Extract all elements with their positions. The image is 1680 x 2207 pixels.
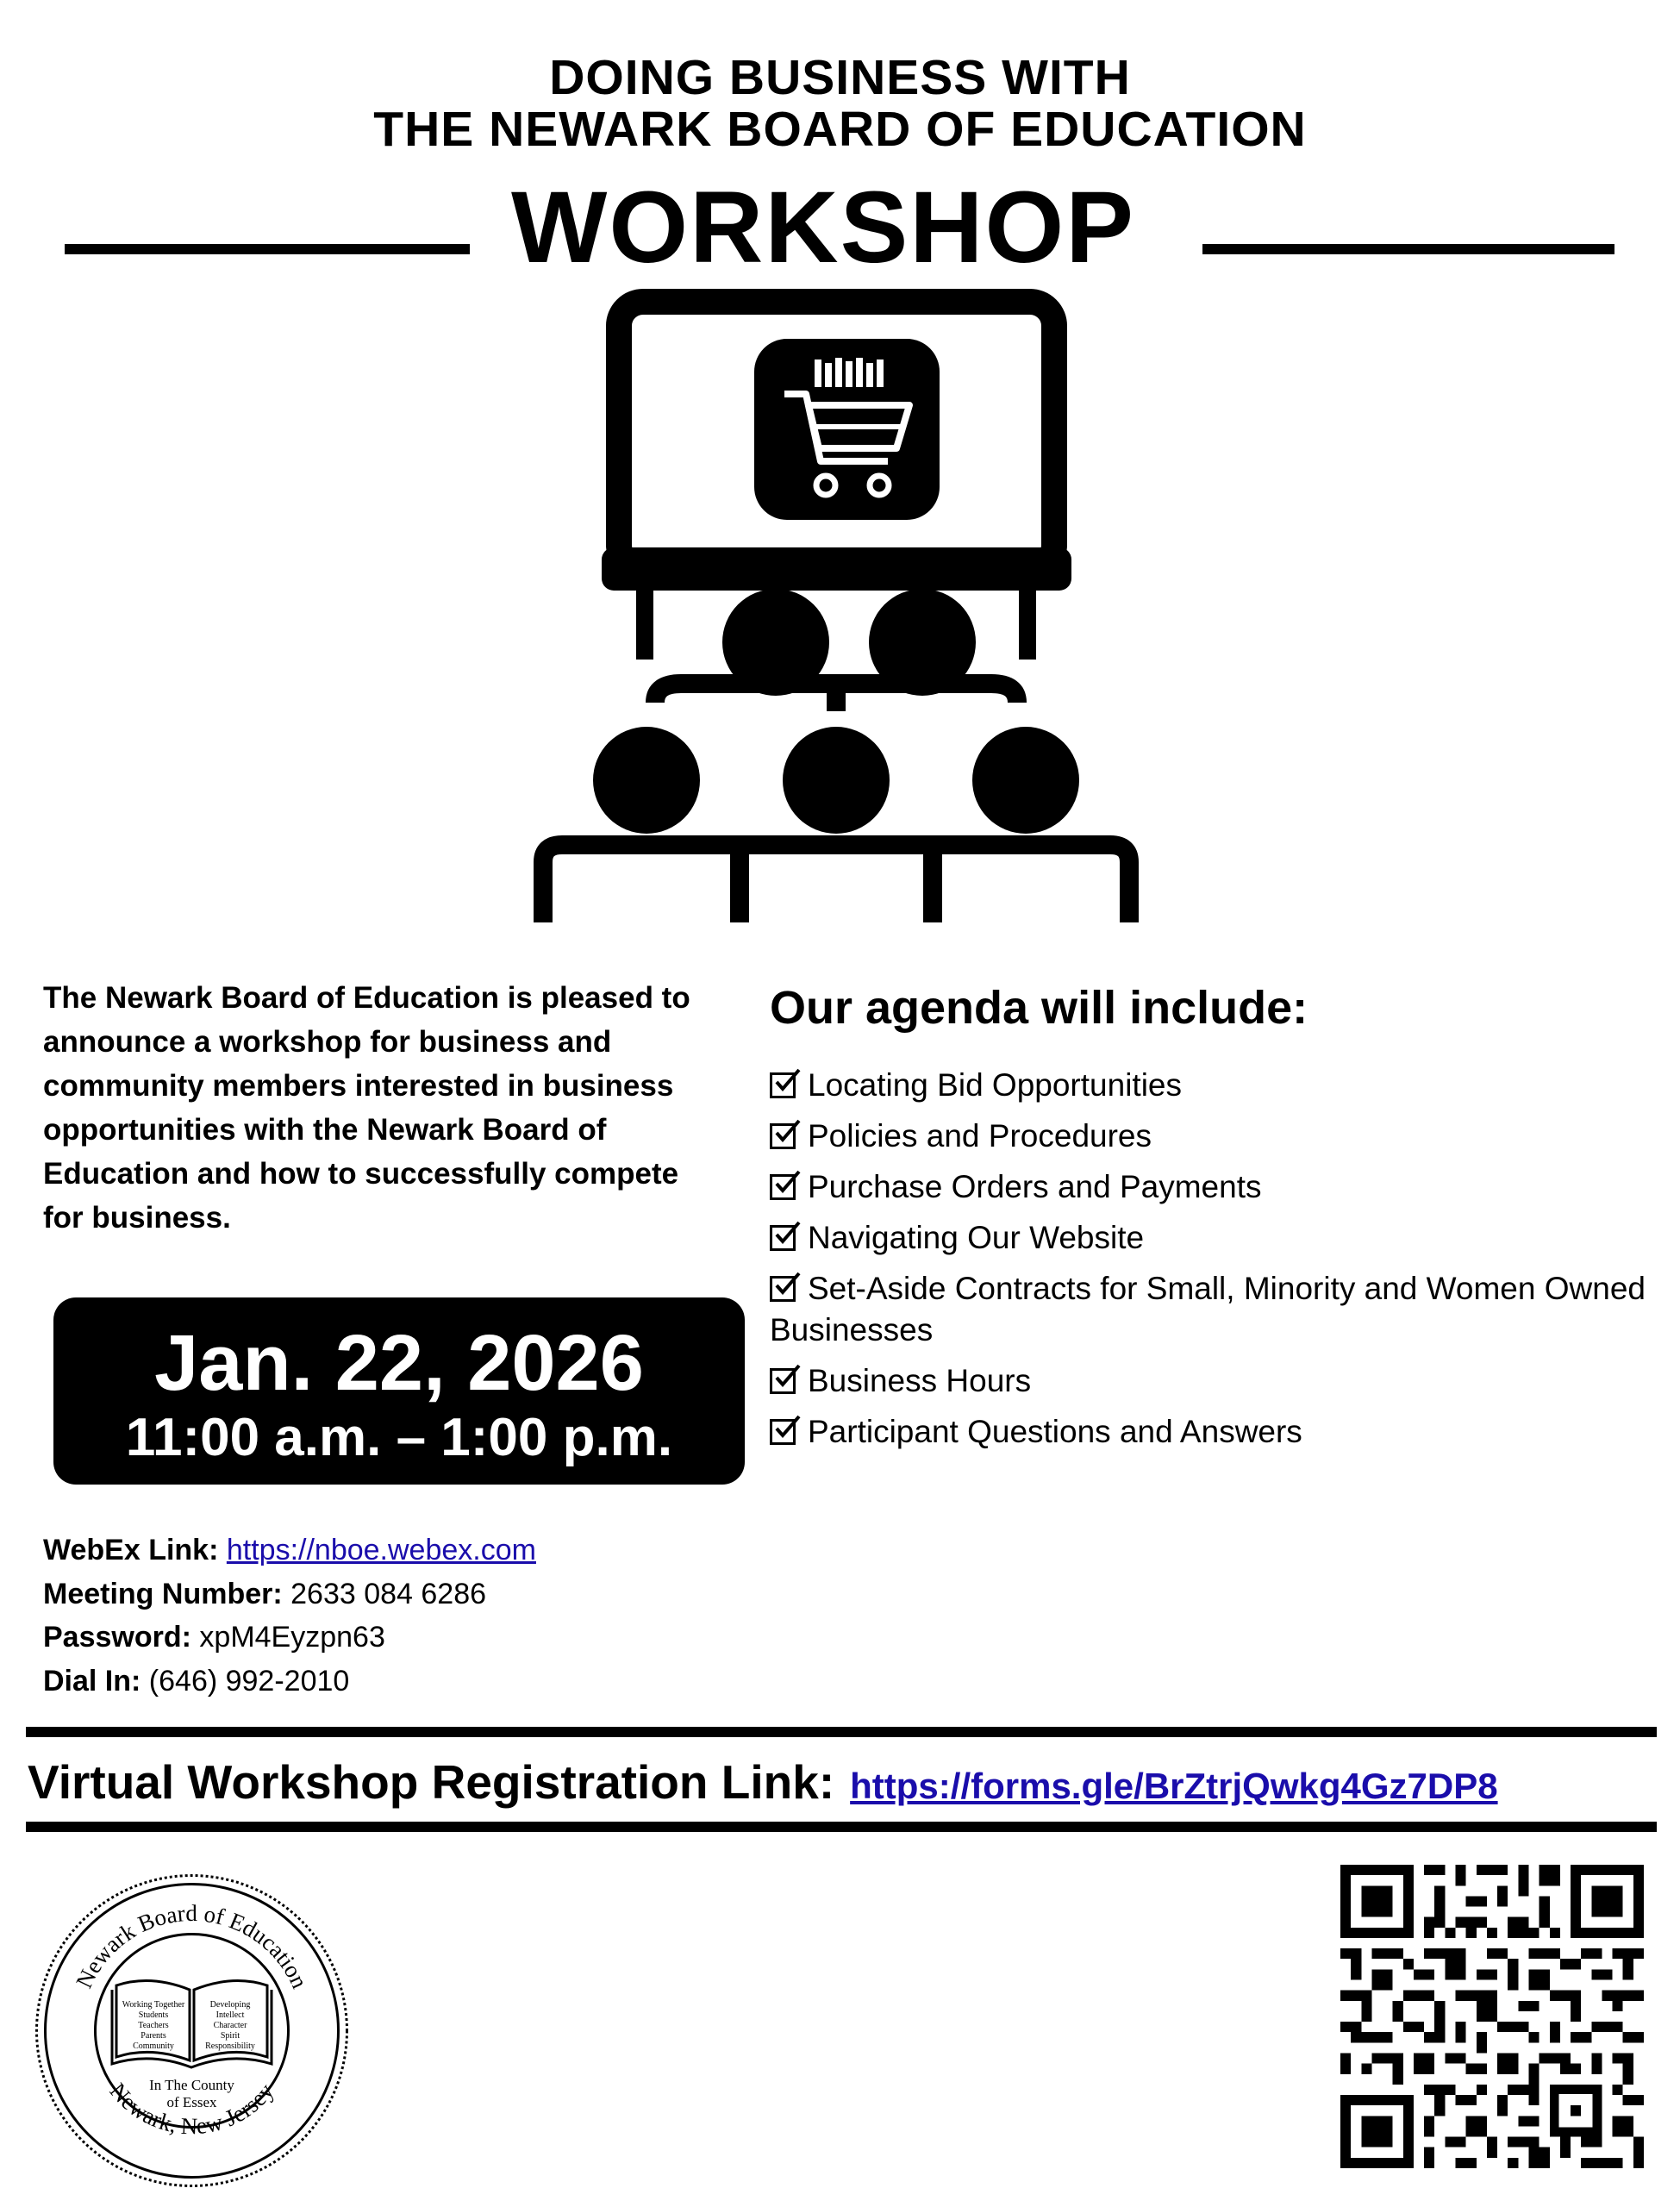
checked-box-icon [770,1225,796,1251]
svg-text:Community: Community [133,2041,174,2051]
event-date: Jan. 22, 2026 [154,1319,644,1407]
svg-text:of Essex: of Essex [166,2094,217,2110]
dial-in-number: (646) 992-2010 [148,1664,350,1697]
divider-bottom [26,1822,1657,1832]
workshop-title: WORKSHOP [511,171,1135,284]
agenda-item: Participant Questions and Answers [770,1411,1649,1453]
meeting-number-row [43,1572,536,1616]
dial-in-row [43,1660,536,1704]
svg-text:Character: Character [213,2021,247,2030]
webex-label: WebEx Link: [43,1534,219,1566]
agenda-item: Purchase Orders and Payments [770,1166,1649,1208]
agenda-item: Navigating Our Website [770,1217,1649,1259]
qr-code-icon[interactable] [1340,1865,1644,2168]
title-rule-left [65,244,470,254]
agenda-item: Set-Aside Contracts for Small, Minority and Women Owned Businesses [770,1271,1646,1347]
presentation-audience-icon [517,289,1155,927]
header-line-2: THE NEWARK BOARD OF EDUCATION [373,102,1307,157]
checked-box-icon [770,1368,796,1394]
meeting-info [43,1529,536,1703]
registration-row [28,1755,1498,1809]
svg-text:Newark Board of Education: Newark Board of Education [71,1899,313,1992]
svg-text:Responsibility: Responsibility [205,2041,255,2051]
checked-box-icon [770,1123,796,1149]
password-value: xpM4Eyzpn63 [199,1621,385,1654]
header-line-1: DOING BUSINESS WITH [549,50,1131,105]
checked-box-icon [770,1174,796,1200]
svg-text:Students: Students [138,2010,169,2020]
svg-text:Parents: Parents [141,2031,166,2041]
title-rule-right [1202,244,1614,254]
dial-in-label: Dial In: [43,1664,141,1697]
registration-label: Virtual Workshop Registration Link: [28,1755,835,1809]
event-time: 11:00 a.m. – 1:00 p.m. [125,1408,673,1467]
agenda-item: Locating Bid Opportunities [770,1065,1649,1106]
shopping-cart-books-icon [754,339,940,520]
agenda-title: Our agenda will include: [770,982,1308,1034]
svg-text:Spirit: Spirit [220,2031,240,2041]
svg-text:Teachers: Teachers [138,2021,169,2030]
registration-link[interactable]: https://forms.gle/BrZtrjQwkg4Gz7DP8 [850,1766,1498,1806]
webex-link[interactable]: https://nboe.webex.com [226,1534,536,1566]
agenda-item: Policies and Procedures [770,1116,1649,1157]
svg-text:Newark, New Jersey: Newark, New Jersey [104,2078,279,2140]
webex-row [43,1529,536,1572]
checked-box-icon [770,1419,796,1445]
password-label: Password: [43,1621,191,1654]
agenda-item: Business Hours [770,1360,1649,1402]
intro-text: The Newark Board of Education is pleased to announce a workshop for business and community members interested in business opportunities with the Newark Board of Education and how to successfully compete for business. [43,981,690,1235]
password-row [43,1616,536,1660]
agenda-list [770,1065,1649,1462]
meeting-number-label: Meeting Number: [43,1577,283,1610]
svg-text:Developing: Developing [209,2000,251,2010]
divider-top [26,1727,1657,1737]
checked-box-icon [770,1276,796,1302]
screen-base [602,547,1071,591]
svg-text:Working Together: Working Together [122,2000,185,2010]
board-seal-logo [30,1869,353,2192]
svg-text:In The County: In The County [149,2077,234,2093]
meeting-number: 2633 084 6286 [290,1577,487,1610]
checked-box-icon [770,1072,796,1098]
event-date-box [53,1297,745,1485]
svg-text:Intellect: Intellect [215,2010,245,2020]
